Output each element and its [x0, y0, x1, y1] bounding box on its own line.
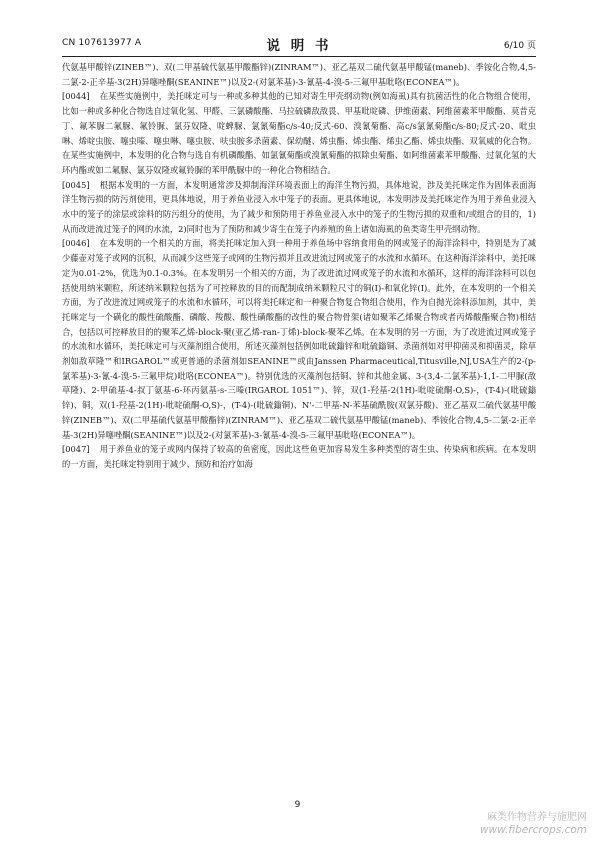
paragraph-text: 根据本发明的一方面，本发明通常涉及抑制海洋环境表面上的海洋生物污损，具体地说，涉及美托咪定作为固体表面海洋生物污损的防污剂使用，更具体地说，用于养鱼业浸入水中笼子的表面。更具体地说，本发明涉及美托咪定作为用于养鱼业浸入水中的笼子的涂层或涂料的防污组分的使用，为了减少和预防用于养鱼业浸入水中的笼子的生物污损的双重和/或组合的目的，1)从而改进流过笼子的网的水流，2)同时也为了预防和减少寄生在笼子内养殖的鱼上诸如海虱的鱼类寄生甲壳纲动物。: [62, 179, 536, 234]
page-header: [62, 34, 536, 54]
watermark: [480, 812, 587, 836]
watermark-site-name: 麻类作物营养与施肥网: [487, 812, 587, 823]
page-of-total: 6/10 页: [503, 41, 536, 51]
document-body: [62, 60, 536, 472]
page-number: 9: [294, 800, 301, 810]
paragraph-number: [0046]: [62, 238, 90, 249]
document-title: 说 明 书: [266, 38, 332, 54]
paragraph-number: [0045]: [62, 179, 90, 190]
paragraph: [62, 60, 536, 89]
paragraph-number: [0047]: [62, 444, 90, 455]
paragraph: [62, 442, 536, 471]
paragraph: [62, 178, 536, 237]
header-rule: [62, 56, 536, 57]
paragraph-number: [0044]: [62, 91, 90, 102]
watermark-url: www.fibercrops.com: [479, 824, 587, 836]
document-number: CN 107613977 A: [62, 38, 142, 48]
paragraph-text: 在本发明的一个相关的方面，将美托咪定加入到一种用于养鱼场中容纳食用鱼的网或笼子的海洋涂料中，特别是为了减少藤壶对笼子或网的沉积，从而减少这些笼子或网的生物污损并且改进流过网或笼子的水流和水循环。在这种海洋涂料中，美托咪定为0.01-2%，优选为0.1-0.3%。在本发明另一个相关的方面，为了改进流过网或笼子的水流和水循环，这样的海洋涂料可以包括使用纳米颗粒，所述纳米颗粒包括为了可控释放的目的而配制成纳米颗粒尺寸的铜(I)-和氧化锌(I)。此外，在本发明的一个相关方面，为了改进流过网或笼子的水流和水循环，可以将美托咪定和一种聚合物复合物组合使用，作为自抛光涂料添加剂，其中，美托咪定与一个磺化的酸性硫酸酯、磷酸、羧酸、酸性磺酸酯的改性的聚合物骨架(诸如聚苯乙烯聚合物或者丙烯酸酯聚合物)相结合，包括以可控释放目的的聚苯乙烯-block-聚(亚乙烯-ran-丁烯)-block-聚苯乙烯。在本发明的另一方面，为了改进流过网或笼子的水流和水循环，美托咪定可与灭藻剂组合使用，所述灭藻剂包括例如吡硫鎓锌和吡硫鎓铜、杀菌剂如对甲抑菌灵和抑菌灵，除草剂如敌草隆™和IRGAROL™或更普通的杀菌剂如SEANINE™或由Janssen Pharmaceutical,Titusville,NJ,USA生产的2-(p-氯苯基)-3-氰-4-溴-5-三氟甲烷)吡咯(ECONEA™)。特别优选的灭藻剂包括铜、锌和其他金属、3-(3,4-二氯苯基)-1,1-二甲脲(敌草隆)、2-甲硫基-4-叔丁氨基-6-环丙氨基-s-三嗪(IRGAROL 1051™)、锌，双(1-羟基-2(1H)-吡啶硫酮-O,S)-，(T-4)-(吡硫鎓锌)、铜，双(1-羟基-2(1H)-吡啶硫酮-O,S)-，(T-4)-(吡硫鎓铜)、N'-二甲基-N-苯基硫酰胺(双氯芬酸)、亚乙基双二硫代氨基甲酸锌(ZINEB™)、双(二甲基硫代氨基甲酸酯锌)(ZINRAM™)、亚乙基双二硫代氨基甲酸锰(maneb)、季铵化合物,4,5-二氯-2-正辛基-3(2H)异噻唑酮(SEANINE™)以及2-(对氯苯基)-3-氰基-4-溴-5-三氟甲基吡咯(ECONEA™)。: [62, 238, 536, 440]
paragraph-text: 用于养鱼业的笼子或网内保持了较高的鱼密度，因此这些鱼更加容易发生多种类型的寄生虫、传染病和疾病。在本发明的一方面，美托咪定特别用于减少、预防和治疗如海: [62, 444, 536, 469]
paragraph: [62, 89, 536, 177]
paragraph-text: 在某些实施例中，美托咪定可与一种或多种其他的已知对寄生甲壳纲动物(例如海虱)具有抗菌活性的化合物组合使用，比如一种或多种化合物选自过氧化氢、甲醛、三氯磷酸酯、马拉硫磷敌敌畏、甲基吡啶磷、伊维菌素、阿维菌素苯甲酸酯、莫昔克丁、氟苯脲二氟脲、氟铃脲、氯芬奴隆、啶蜱脲、氯氰菊酯c/s-40;反式-60、溴氰菊酯、高c/s氯氰菊酯c/s-80;反式-20、吡虫啉、烯啶虫胺、噻虫嗪、噻虫啉、噻虫胺、呋虫胺多杀菌素、保幼醚、烯虫酯、烯虫酯、烯虫乙酯、烯虫炔酯、双氧威的化合物。在某些实施例中，本发明的化合物与选自有机磷酸酯、如氯氰菊酯或溴氰菊酯的拟除虫菊酯、如阿维菌素苯甲酸酯、过氧化氢的大环内酯或如二氟脲、氯芬奴隆或氟铃脲的苯甲酰脲中的一种化合物相结合。: [62, 91, 536, 175]
paragraph-text: 代氨基甲酸锌(ZINEB™)、双(二甲基硫代氨基甲酸酯锌)(ZINRAM™)、亚乙基双二硫代氨基甲酸锰(maneb)、季铵化合物,4,5-二氯-2-正辛基-3(2H)异噻唑酮(SEANINE™)以及2-(对氯苯基)-3-氰基-4-溴-5-三氟甲基吡咯(ECONEA™)。: [62, 62, 536, 87]
paragraph: [62, 236, 536, 442]
